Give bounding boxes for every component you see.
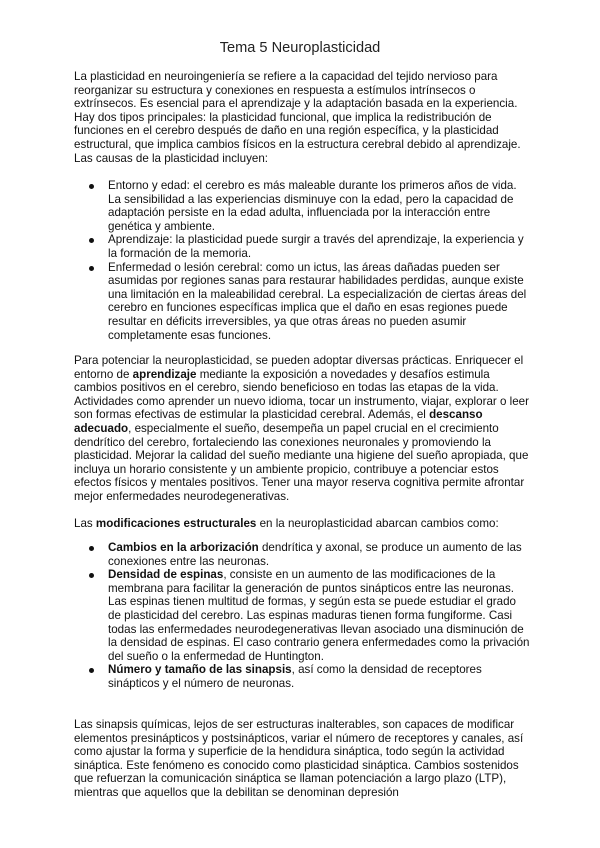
bold-term: Densidad de espinas (108, 568, 224, 582)
modificaciones-list (74, 541, 530, 691)
text-span: , así como la densidad de receptores sinápticos y el número de neuronas. (108, 663, 482, 690)
bold-term: aprendizaje (132, 367, 197, 381)
bold-term: Cambios en la arborización (108, 541, 259, 554)
bold-term: modificaciones estructurales (95, 517, 257, 530)
text-span: Las (74, 517, 96, 530)
list-item (74, 541, 530, 568)
modificaciones-intro (74, 517, 530, 531)
text-span: dendrítica y axonal, se produce un aumento de las conexiones entre las neuronas. (108, 541, 522, 568)
list-item (74, 568, 530, 663)
list-item (74, 663, 530, 690)
text-span: en la neuroplasticidad abarcan cambios como: (256, 517, 499, 530)
list-item: Entorno y edad: el cerebro es más maleable durante los primeros años de vida. La sensibilidad a las experiencias disminuye con la edad, pero la capacidad de adaptación persiste en la edad adulta, influenciada por la interacción entre genética y ambiente. (74, 179, 530, 233)
bold-term: Número y tamaño de las sinapsis (108, 663, 292, 677)
sinapsis-paragraph: Las sinapsis químicas, lejos de ser estructuras inalterables, son capaces de modificar elementos presinápticos y postsinápticos, variar el número de receptores y canales, así como ajustar la forma y superficie de la hendidura sináptica, todo según la actividad sináptica. Este fenómeno es conocido como plasticidad sináptica. Cambios sostenidos que refuerzan la comunicación sináptica se llaman potenciación a largo plazo (LTP), mientras que aquellos que la debilitan se denominan depresión (74, 718, 524, 799)
intro-paragraph: La plasticidad en neuroingeniería se refiere a la capacidad del tejido nervioso para reorganizar su estructura y conexiones en respuesta a estímulos intrínsecos o extrínsecos. Es esencial para el aprendizaje y la adaptación basada en la experiencia. Hay dos tipos principales: la plasticidad funcional, que implica la redistribución de funciones en el cerebro después de daño en una región específica, y la plasticidad estructural, que implica cambios físicos en la estructura cerebral debido al aprendizaje. Las causas de la plasticidad incluyen: (74, 70, 521, 165)
text-span: Para potenciar la neuroplasticidad, se pueden adoptar diversas prácticas. Enriquecer el entorno de (74, 354, 524, 381)
page-title: Tema 5 Neuroplasticidad (219, 40, 381, 56)
causes-list (74, 179, 530, 342)
bold-term: descanso adecuado (74, 408, 483, 435)
list-item: Enfermedad o lesión cerebral: como un ictus, las áreas dañadas pueden ser asumidas por regiones sanas para restaurar habilidades perdidas, aunque existe una limitación en la maleabilidad cerebral. La especialización de ciertas áreas del cerebro en funciones específicas implica que el daño en esas regiones puede resultar en déficits irreversibles, ya que otras áreas no pueden asumir completamente esas funciones. (74, 261, 530, 343)
text-span: , consiste en un aumento de las modificaciones de la membrana para facilitar la generación de puntos sinápticos entre las neuronas. Las espinas tienen multitud de formas, y según esta se puede estudiar el grado de plasticidad del cerebro. Las espinas maduras tienen forma fungiforme. Casi todas las enfermedades neurodegenerativas llevan asociado una disminución de la densidad de espinas. El caso contrario genera enfermedades como la privación del sueño o la enfermedad de Huntington. (108, 568, 530, 663)
potenciar-paragraph (74, 354, 530, 504)
text-span: mediante la exposición a novedades y desafíos estimula cambios positivos en el cerebro, siendo beneficioso en todas las etapas de la vida. Actividades como aprender un nuevo idioma, tocar un instrumento, viajar, explorar o leer son formas efectivas de estimular la plasticidad cerebral. Además, el (74, 367, 529, 422)
text-span: , especialmente el sueño, desempeña un papel crucial en el crecimiento dendrítico del cerebro, fortaleciendo las conexiones neuronales y promoviendo la plasticidad. Mejorar la calidad del sueño mediante una higiene del sueño apropiada, que incluya un horario consistente y un ambiente propicio, contribuye a potenciar estos efectos físicos y mentales positivos. Tener una mayor reserva cognitiva permite afrontar mejor enfermedades neurodegenerativas. (74, 421, 529, 503)
list-item: Aprendizaje: la plasticidad puede surgir a través del aprendizaje, la experiencia y la formación de la memoria. (74, 233, 530, 260)
